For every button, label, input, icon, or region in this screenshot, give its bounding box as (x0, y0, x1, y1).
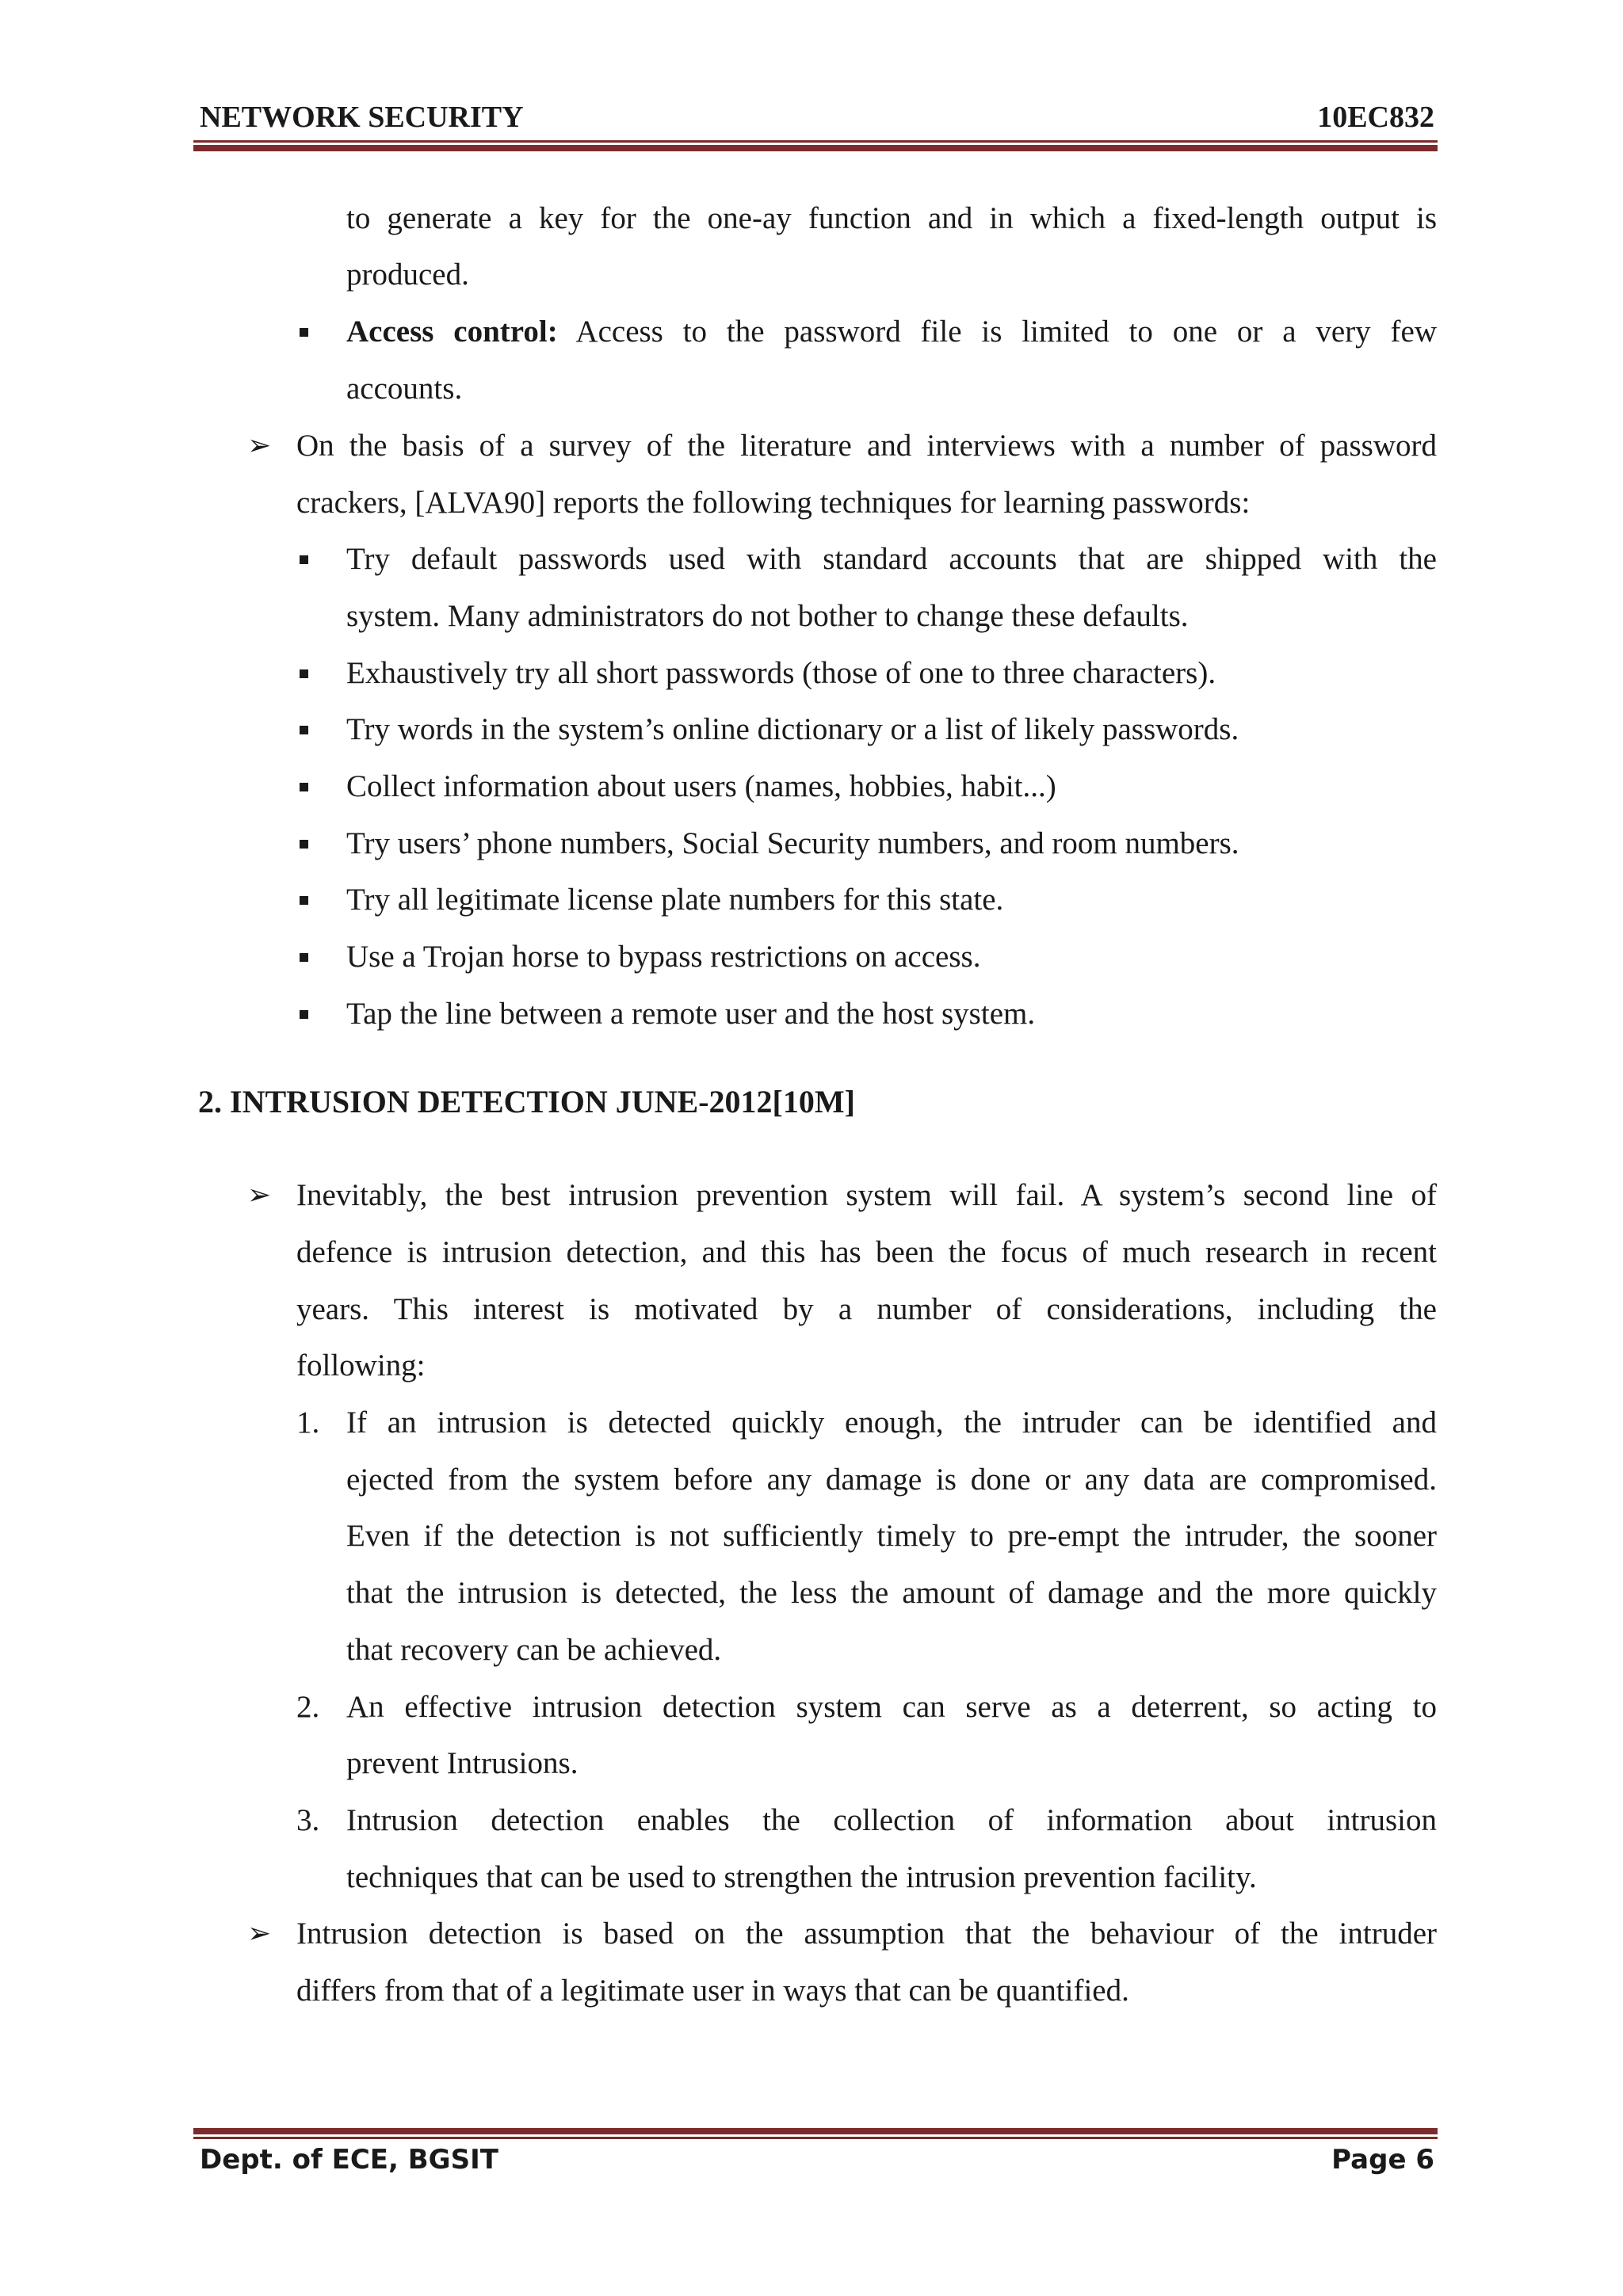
header-title: NETWORK SECURITY (200, 101, 524, 134)
arrow-bullet-icon: ➢ (247, 429, 272, 462)
consideration-line: Intrusion detection enables the collection of information about intrusion (346, 1803, 1437, 1837)
square-bullet-icon (300, 953, 308, 962)
access-control-line: accounts. (346, 372, 463, 406)
square-bullet-icon (300, 328, 308, 337)
continuation-line: to generate a key for the one-ay function and in which a fixed-length output is (346, 201, 1437, 235)
square-bullet-icon (300, 783, 308, 791)
technique-item: Tap the line between a remote user and the host system. (346, 997, 1036, 1031)
consideration-line: that the intrusion is detected, the less the amount of damage and the more quickly (346, 1576, 1437, 1610)
square-bullet-icon (300, 726, 308, 734)
consideration-line: techniques that can be used to strengthen the intrusion prevention facility. (346, 1860, 1257, 1894)
header-course-code: 10EC832 (1317, 101, 1434, 134)
access-control-term: Access control: (346, 315, 558, 349)
section-title: 2. INTRUSION DETECTION JUNE-2012[10M] (198, 1084, 855, 1119)
technique-item: Collect information about users (names, hobbies, habit...) (346, 769, 1056, 803)
survey-line: crackers, [ALVA90] reports the following techniques for learning passwords: (296, 486, 1251, 520)
footer-page-number: Page 6 (1331, 2144, 1434, 2176)
square-bullet-icon (300, 840, 308, 849)
access-control-line (346, 312, 1437, 352)
technique-item: Try default passwords used with standard accounts that are shipped with the (346, 542, 1437, 576)
header-rule-thin (193, 140, 1438, 143)
list-number: 3. (296, 1803, 320, 1837)
square-bullet-icon (300, 896, 308, 905)
square-bullet-icon (300, 555, 308, 564)
assumption-line: Intrusion detection is based on the assumption that the behaviour of the intruder (296, 1917, 1437, 1951)
survey-line: On the basis of a survey of the literature and interviews with a number of password (296, 429, 1437, 463)
technique-item: Try all legitimate license plate numbers for this state. (346, 883, 1004, 917)
square-bullet-icon (300, 669, 308, 678)
intro-line: Inevitably, the best intrusion prevention system will fail. A system’s second line of (296, 1178, 1437, 1212)
consideration-line: ejected from the system before any damage is done or any data are compromised. (346, 1463, 1437, 1497)
footer-department: Dept. of ECE, BGSIT (200, 2144, 498, 2176)
consideration-line: If an intrusion is detected quickly enough, the intruder can be identified and (346, 1405, 1437, 1440)
intro-line: following: (296, 1348, 426, 1383)
footer-rule-thin (193, 2137, 1438, 2139)
list-number: 1. (296, 1405, 320, 1440)
consideration-line: prevent Intrusions. (346, 1746, 579, 1780)
access-control-text: Access to the password file is limited to one or a very few (557, 315, 1437, 349)
intro-line: defence is intrusion detection, and this has been the focus of much research in recent (296, 1235, 1437, 1269)
consideration-line: that recovery can be achieved. (346, 1633, 722, 1667)
consideration-line: An effective intrusion detection system can serve as a deterrent, so acting to (346, 1690, 1437, 1724)
technique-item: Exhaustively try all short passwords (those of one to three characters). (346, 656, 1216, 690)
assumption-line: differs from that of a legitimate user in ways that can be quantified. (296, 1974, 1129, 2008)
continuation-line: produced. (346, 257, 469, 292)
technique-item: Try users’ phone numbers, Social Security numbers, and room numbers. (346, 826, 1239, 860)
consideration-line: Even if the detection is not sufficiently timely to pre-empt the intruder, the sooner (346, 1519, 1437, 1553)
square-bullet-icon (300, 1010, 308, 1019)
header-rule-thick (193, 145, 1438, 151)
list-number: 2. (296, 1690, 320, 1724)
arrow-bullet-icon: ➢ (247, 1179, 272, 1211)
arrow-bullet-icon: ➢ (247, 1917, 272, 1950)
technique-item: system. Many administrators do not bother to change these defaults. (346, 599, 1189, 633)
technique-item: Try words in the system’s online dictionary or a list of likely passwords. (346, 712, 1239, 746)
technique-item: Use a Trojan horse to bypass restrictions on access. (346, 940, 981, 974)
footer-rule-thick (193, 2128, 1438, 2134)
intro-line: years. This interest is motivated by a number of considerations, including the (296, 1292, 1437, 1326)
